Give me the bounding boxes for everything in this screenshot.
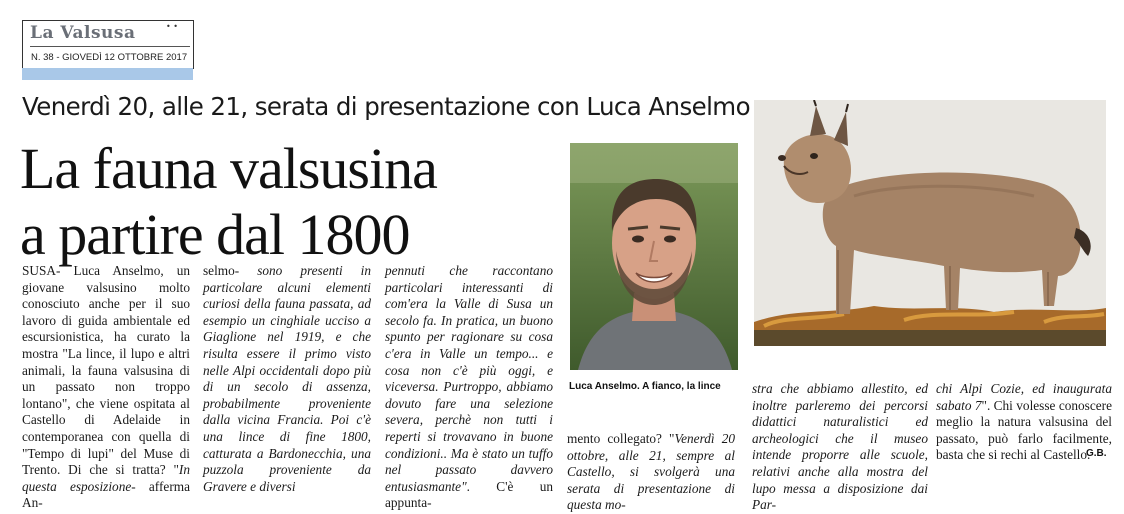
col2-italic: sono presenti in particolare alcuni elementi curiosi della fauna passata, ad esempio un cinghiale ucciso a Giaglione nel 1919, e che risulta essere il primo visto nelle Alpi occidentali dopo più di un secolo di assenza, probabilmente proveniente dalla vicina Francia. Poi c'è una lince di fine 1800, catturata a Bardonecchia, una puzzola proveniente da Gravere e diversi (203, 263, 371, 494)
col4-italic: Venerdì 20 ottobre, alle 21, sempre al Castello, si svolgerà una serata di presentazione di questa mo- (567, 431, 735, 513)
col1-italic: In questa esposizione- (22, 462, 190, 494)
body-column-5 (752, 381, 928, 514)
masthead-rule (30, 46, 190, 47)
col1-end: afferma An- (22, 478, 191, 511)
headline-line-2: a partire dal 1800 (20, 202, 410, 267)
col6-italic: chi Alpi Cozie, ed inaugurata sabato 7 (936, 381, 1112, 413)
issue-line: N. 38 - GIOVEDÌ 12 OTTOBRE 2017 (31, 52, 188, 63)
portrait-illustration (570, 143, 738, 370)
headline-line-1: La fauna valsusina (20, 136, 437, 201)
col2-start: selmo- (203, 263, 240, 278)
body-column-2 (203, 263, 371, 495)
body-column-3 (385, 263, 553, 512)
body-column-1 (22, 263, 190, 512)
portrait-photo (570, 143, 738, 370)
author-signature: G.B. (1086, 448, 1107, 459)
col5-italic: stra che abbiamo allestito, ed inoltre parleremo dei percorsi didattici naturalistici ed archeologici che il museo intende proporre alle scuole, relativi anche alla mostra del lupo messa a disposizione dai Par- (752, 381, 928, 513)
photo-caption: Luca Anselmo. A fianco, la lince (569, 381, 721, 392)
col6-end: ". Chi volesse conoscere meglio la natura valsusina del passato, può farlo facilmente, basta che si rechi al Castello. (936, 397, 1112, 463)
col3-end: . C'è un appunta- (385, 478, 553, 511)
article-kicker: Venerdì 20, alle 21, serata di presentazione con Luca Anselmo (22, 92, 750, 121)
masthead-accent-bar (22, 68, 193, 80)
col4-start: mento collegato? " (567, 431, 675, 446)
body-column-4 (567, 431, 735, 514)
col3-italic: pennuti che raccontano particolari interessanti di com'era la Valle di Susa un secolo fa. In pratica, un buono spunto per ragionare su cosa c'era in Valle un tempo... e cosa non c'è più oggi, e viceversa. Purtroppo, abbiamo dovuto fare una selezione severa, perchè non tutti i reperti si trovavano in buone condizioni.. Ma è stato un tuffo nel passato davvero entusiasmante" (385, 263, 553, 494)
col1-text: SUSA- Luca Anselmo, un giovane valsusino molto conosciuto anche per il suo lavoro di guida ambientale ed escursionistica, ha curato la mostra "La lince, il lupo e altri animali, la fauna valsusina di un passato non troppo lontano", che viene ospitata al Castello di Adelaide in contemporanea con quella di "Tempo di lupi" del Muse di Trento. Di che si tratta? " (22, 263, 190, 478)
lynx-illustration (754, 100, 1106, 346)
newspaper-title: La Valsusa (30, 23, 136, 43)
lynx-photo (754, 100, 1106, 346)
masthead-dots: • • (166, 22, 178, 31)
